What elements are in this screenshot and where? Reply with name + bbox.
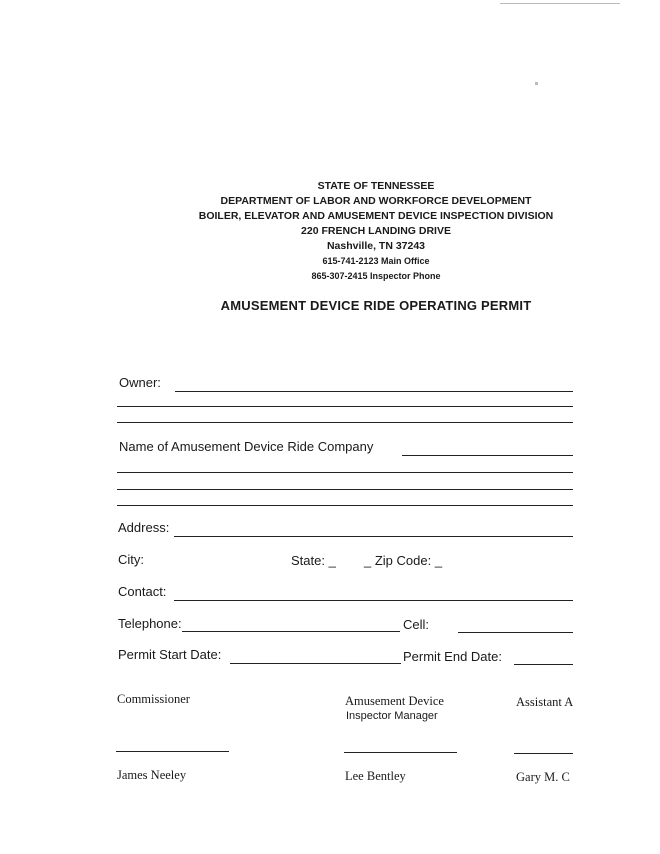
page-title: AMUSEMENT DEVICE RIDE OPERATING PERMIT (220, 298, 532, 313)
permit-start-label: Permit Start Date: (118, 647, 222, 662)
signature-line-commissioner[interactable] (116, 751, 229, 752)
header-line-department: DEPARTMENT OF LABOR AND WORKFORCE DEVELOPMENT (220, 195, 532, 207)
cell-label: Cell: (403, 617, 430, 632)
telephone-label: Telephone: (118, 616, 182, 631)
scan-edge-mark (500, 3, 620, 4)
signature-title-amusement-device: Amusement Device (345, 694, 444, 708)
contact-field-line[interactable] (174, 600, 573, 601)
company-field-line[interactable] (402, 455, 573, 456)
company-field-line-2[interactable] (117, 472, 573, 473)
signature-name-commissioner: James Neeley (117, 768, 187, 782)
header-line-main-office: 615-741-2123 Main Office (322, 256, 430, 266)
state-label: State: _ (291, 553, 336, 568)
permit-end-label: Permit End Date: (403, 649, 502, 664)
signature-line-assistant[interactable] (514, 753, 573, 754)
header-line-city: Nashville, TN 37243 (326, 240, 426, 252)
header-line-inspector-phone: 865-307-2415 Inspector Phone (311, 271, 441, 281)
permit-end-field-line[interactable] (514, 664, 573, 665)
signature-title-commissioner: Commissioner (117, 692, 190, 706)
zip-label: _ Zip Code: _ (364, 553, 443, 568)
header-line-street: 220 FRENCH LANDING DRIVE (301, 225, 451, 237)
company-label: Name of Amusement Device Ride Company (119, 439, 374, 454)
contact-label: Contact: (118, 584, 167, 599)
signature-name-assistant: Gary M. C (516, 770, 570, 784)
city-label: City: (118, 552, 144, 567)
owner-field-line-2[interactable] (117, 406, 573, 407)
cell-field-line[interactable] (458, 632, 573, 633)
header-line-state: STATE OF TENNESSEE (317, 180, 435, 192)
address-field-line[interactable] (174, 536, 573, 537)
header-line-division: BOILER, ELEVATOR AND AMUSEMENT DEVICE INSPECTION DIVISION (198, 210, 554, 222)
address-label: Address: (118, 520, 170, 535)
signature-subtitle-inspector-manager: Inspector Manager (346, 710, 438, 722)
signature-name-inspector-manager: Lee Bentley (345, 769, 406, 783)
permit-start-field-line[interactable] (230, 663, 401, 664)
owner-field-line-3[interactable] (117, 422, 573, 423)
signature-line-inspector-manager[interactable] (344, 752, 457, 753)
scan-speck (535, 82, 538, 85)
telephone-field-line[interactable] (182, 631, 400, 632)
company-field-line-3[interactable] (117, 489, 573, 490)
owner-field-line[interactable] (175, 391, 573, 392)
signature-title-assistant: Assistant A (516, 695, 573, 709)
company-field-line-4[interactable] (117, 505, 573, 506)
owner-label: Owner: (119, 375, 161, 390)
